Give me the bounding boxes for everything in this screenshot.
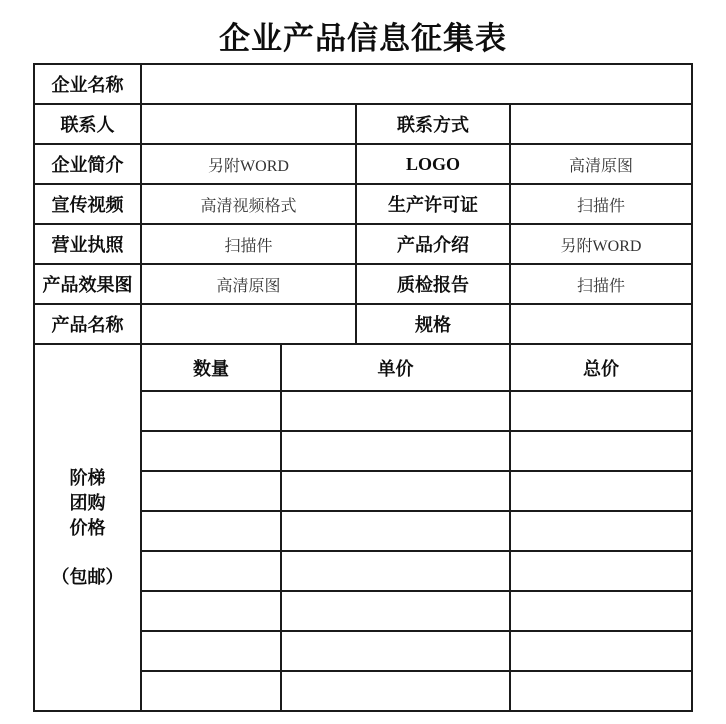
product-intro-label: 产品介绍 — [356, 224, 510, 264]
total-price-cell[interactable] — [510, 431, 692, 471]
form-title: 企业产品信息征集表 — [219, 21, 507, 56]
contact-method-input-cell[interactable] — [510, 104, 692, 144]
logo-label: LOGO — [356, 144, 510, 184]
quantity-cell[interactable] — [141, 511, 281, 551]
company-name-input-cell[interactable] — [141, 64, 692, 104]
table-row — [34, 184, 692, 224]
table-row — [34, 144, 692, 184]
group-label-line: 团购 — [69, 492, 106, 513]
total-price-cell[interactable] — [510, 631, 692, 671]
quantity-cell[interactable] — [141, 551, 281, 591]
table-row — [34, 264, 692, 304]
contact-person-input-cell[interactable] — [141, 104, 356, 144]
spec-input-cell[interactable] — [510, 304, 692, 344]
unit-price-cell[interactable] — [281, 591, 510, 631]
unit-price-cell[interactable] — [281, 471, 510, 511]
quality-report-label: 质检报告 — [356, 264, 510, 304]
group-label-line: 阶梯 — [69, 467, 106, 488]
product-name-label: 产品名称 — [34, 304, 141, 344]
table-row — [34, 104, 692, 144]
company-profile-label: 企业简介 — [34, 144, 141, 184]
contact-method-label: 联系方式 — [356, 104, 510, 144]
table-row — [34, 64, 692, 104]
production-license-note: 扫描件 — [510, 184, 692, 224]
quantity-cell[interactable] — [141, 671, 281, 711]
group-label-line: （包邮） — [51, 566, 124, 587]
total-price-cell[interactable] — [510, 591, 692, 631]
total-price-cell[interactable] — [510, 471, 692, 511]
product-render-note: 高清原图 — [141, 264, 356, 304]
contact-person-label: 联系人 — [34, 104, 141, 144]
group-label-line: 价格 — [69, 517, 106, 538]
unit-price-cell[interactable] — [281, 511, 510, 551]
total-price-cell[interactable] — [510, 391, 692, 431]
unit-price-cell[interactable] — [281, 391, 510, 431]
table-row — [34, 304, 692, 344]
promo-video-note: 高清视频格式 — [141, 184, 356, 224]
promo-video-label: 宣传视频 — [34, 184, 141, 224]
production-license-label: 生产许可证 — [356, 184, 510, 224]
product-name-input-cell[interactable] — [141, 304, 356, 344]
product-intro-note: 另附WORD — [510, 224, 692, 264]
quantity-cell[interactable] — [141, 631, 281, 671]
quantity-cell[interactable] — [141, 471, 281, 511]
quantity-cell[interactable] — [141, 431, 281, 471]
logo-note: 高清原图 — [510, 144, 692, 184]
tier-price-group-label — [34, 344, 141, 711]
pricing-header-row — [34, 344, 692, 391]
quantity-cell[interactable] — [141, 591, 281, 631]
company-profile-note: 另附WORD — [141, 144, 356, 184]
page — [0, 20, 726, 724]
company-name-label: 企业名称 — [34, 64, 141, 104]
product-render-label: 产品效果图 — [34, 264, 141, 304]
unit-price-cell[interactable] — [281, 631, 510, 671]
quality-report-note: 扫描件 — [510, 264, 692, 304]
business-license-note: 扫描件 — [141, 224, 356, 264]
total-price-cell[interactable] — [510, 551, 692, 591]
quantity-cell[interactable] — [141, 391, 281, 431]
business-license-label: 营业执照 — [34, 224, 141, 264]
unit-price-cell[interactable] — [281, 551, 510, 591]
spec-label: 规格 — [356, 304, 510, 344]
total-price-header: 总价 — [510, 344, 692, 391]
info-table — [33, 63, 693, 712]
unit-price-header: 单价 — [281, 344, 510, 391]
unit-price-cell[interactable] — [281, 431, 510, 471]
total-price-cell[interactable] — [510, 511, 692, 551]
table-row — [34, 224, 692, 264]
total-price-cell[interactable] — [510, 671, 692, 711]
unit-price-cell[interactable] — [281, 671, 510, 711]
quantity-header: 数量 — [141, 344, 281, 391]
